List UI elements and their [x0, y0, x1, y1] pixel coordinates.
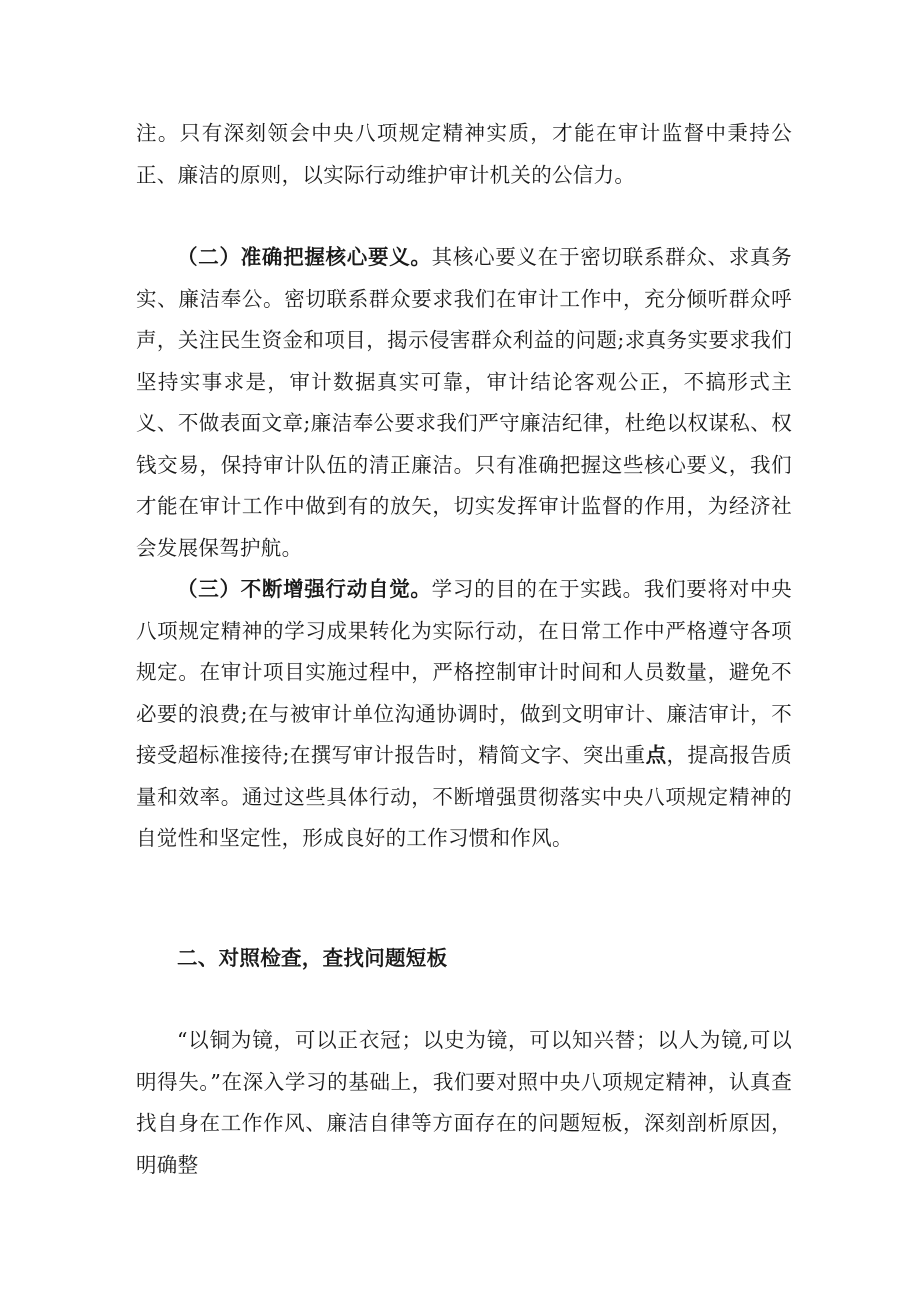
- paragraph-core-essence: [136, 237, 792, 569]
- paragraph-text: ，提高报告质量和效率。通过这些具体行动，不断增强贯彻落实中央八项规定精神的自觉性和坚定性，形成良好的工作习惯和作风。: [136, 743, 792, 850]
- paragraph-text: “以铜为镜，可以正衣冠；以史为镜，可以知兴替；以人为镜,可以明得失。”在深入学习的基础上，我们要对照中央八项规定精神，认真查找自身在工作作风、廉洁自律等方面存在的问题短板，深刻剖析原因，明确整: [136, 1028, 792, 1177]
- paragraph-bold-char: 点: [645, 743, 667, 767]
- paragraph-lead-heading: （二）准确把握核心要义。: [177, 245, 432, 269]
- paragraph-text: 注。只有深刻领会中央八项规定精神实质，才能在审计监督中秉持公正、廉洁的原则，以实际行动维护审计机关的公信力。: [136, 121, 792, 187]
- paragraph-mirror-quote: [136, 1020, 792, 1186]
- paragraph-action-awareness: [136, 569, 792, 860]
- paragraph-text: 学习的目的在于实践。我们要将对中央八项规定精神的学习成果转化为实际行动，在日常工作中严格遵守各项规定。在审计项目实施过程中，严格控制审计时间和人员数量，避免不必要的浪费;在与被审计单位沟通协调时，做到文明审计、廉洁审计，不接受超标准接待;在撰写审计报告时，精简文字、突出重: [136, 577, 792, 767]
- paragraph-continuation: [136, 113, 792, 196]
- paragraph-lead-heading: （三）不断增强行动自觉。: [177, 577, 432, 601]
- paragraph-text: 其核心要义在于密切联系群众、求真务实、廉洁奉公。密切联系群众要求我们在审计工作中，充分倾听群众呼声，关注民生资金和项目，揭示侵害群众利益的问题;求真务实要求我们坚持实事求是，审计数据真实可靠，审计结论客观公正，不搞形式主义、不做表面文章;廉洁奉公要求我们严守廉洁纪律，杜绝以权谋私、权钱交易，保持审计队伍的清正廉洁。只有准确把握这些核心要义，我们才能在审计工作中做到有的放矢，切实发挥审计监督的作用，为经济社会发展保驾护航。: [136, 245, 792, 560]
- section-heading: 二、对照检查，查找问题短板: [177, 946, 448, 970]
